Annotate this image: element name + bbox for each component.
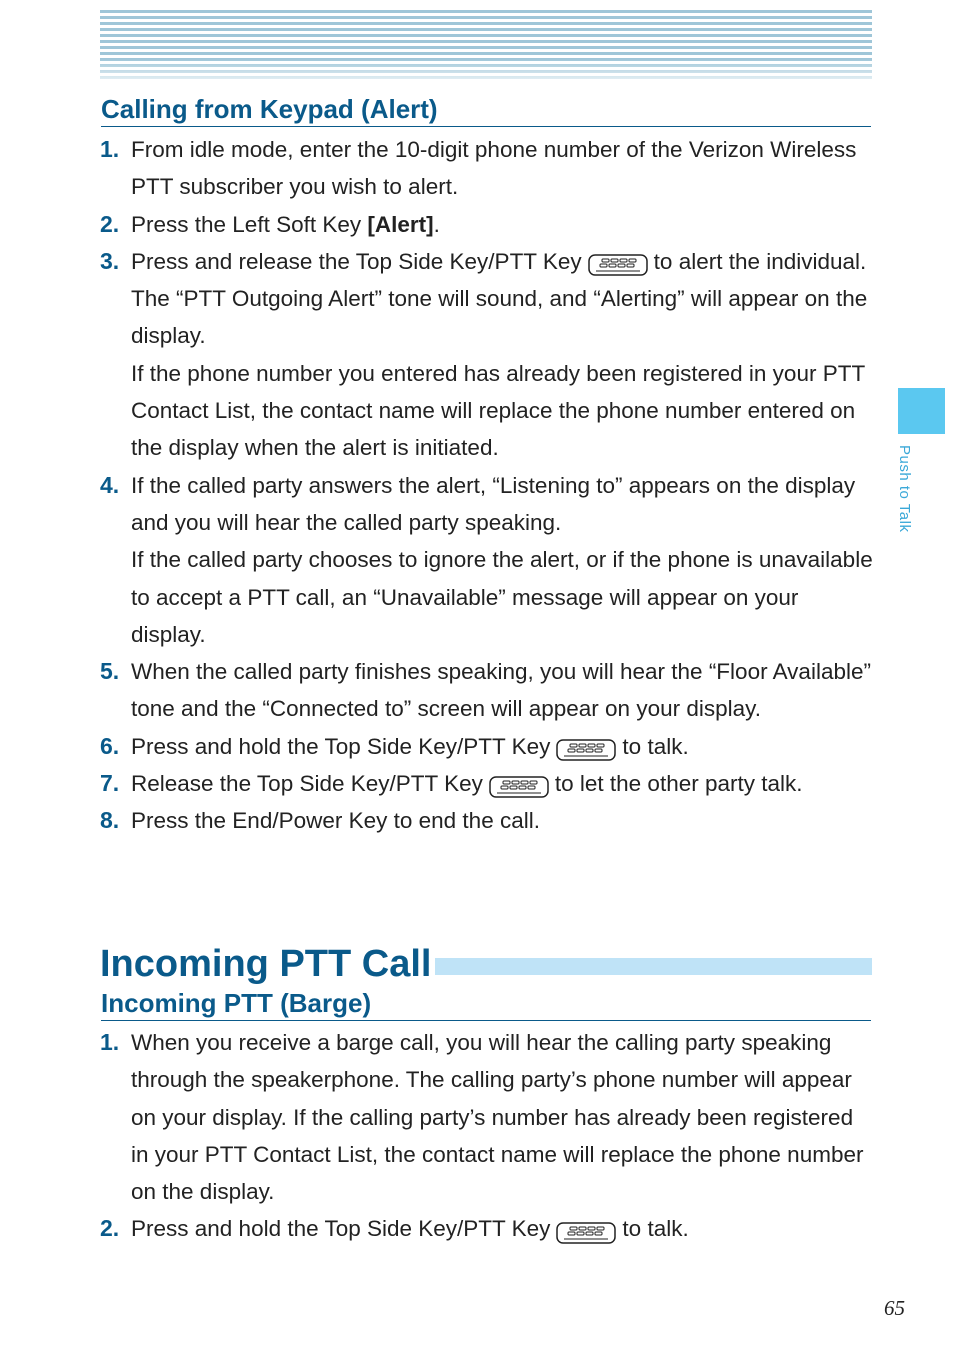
section-heading-calling-alert: Calling from Keypad (Alert) [101, 94, 871, 127]
step-number: 2. [100, 210, 120, 237]
step-number: 2. [100, 1215, 120, 1242]
step-number: 1. [100, 1029, 120, 1055]
step-text: When the called party finishes speaking, you will hear the “Floor Available” tone and the “Connected to” screen will appear on your display. [131, 659, 871, 722]
step-text [131, 728, 875, 765]
step-number: 3. [100, 247, 120, 274]
alert-softkey-label: [Alert] [367, 211, 434, 237]
step-number: 8. [100, 807, 120, 834]
header-stripe-banner [100, 10, 872, 80]
section-heading-barge: Incoming PTT (Barge) [101, 988, 871, 1021]
step-text-post: to talk. [622, 1216, 689, 1242]
step-text-post: . [433, 211, 440, 237]
ptt-key-icon [556, 735, 616, 757]
step-4 [100, 467, 875, 653]
page-title: Incoming PTT Call [100, 940, 435, 988]
chapter-tab [898, 388, 945, 434]
step-5 [100, 653, 875, 728]
step-text-pre: Press and hold the Top Side Key/PTT Key [131, 733, 551, 759]
step-number: 6. [100, 732, 120, 759]
step-number: 4. [100, 471, 120, 498]
main-heading-incoming-ptt [100, 940, 872, 988]
step-text [131, 1210, 875, 1247]
step-3 [100, 243, 875, 467]
step-7 [100, 765, 875, 802]
step-text [131, 206, 875, 243]
step-text: The “PTT Outgoing Alert” tone will sound, and “Alerting” will appear on the display. [131, 286, 868, 349]
step-text-post: to alert the individual. [653, 248, 867, 274]
step-text: If the called party answers the alert, “Listening to” appears on the display and you will hear the called party speaking. [131, 472, 856, 535]
step-number: 5. [100, 658, 120, 685]
step-text-pre: Release the Top Side Key/PTT Key [131, 771, 483, 797]
step-text-pre: Press the Left Soft Key [131, 211, 368, 237]
step-text-post: to let the other party talk. [554, 771, 803, 797]
step-8 [100, 802, 875, 839]
ptt-key-icon [556, 1218, 616, 1240]
step-text-pre: Press and hold the Top Side Key/PTT Key [131, 1216, 551, 1242]
step-text: When you receive a barge call, you will hear the calling party speaking through the speakerphone. The calling party’s phone number will appear on your display. If the calling party’s number has already been registered in your PTT Contact List, the contact name will replace the phone number on the display. [131, 1030, 864, 1205]
step-2 [100, 1210, 875, 1247]
step-text: If the called party chooses to ignore the alert, or if the phone is unavailable to accept a PTT call, an “Unavailable” message will appear on your display. [131, 547, 873, 647]
step-number: 1. [100, 136, 120, 162]
step-6 [100, 728, 875, 765]
step-text: Press the End/Power Key to end the call. [131, 808, 540, 834]
step-text [131, 243, 875, 280]
chapter-tab-label: Push to Talk [896, 445, 913, 533]
alert-steps-list [100, 131, 875, 840]
step-text: If the phone number you entered has already been registered in your PTT Contact List, the contact name will replace the phone number entered on the display when the alert is initiated. [131, 360, 865, 461]
step-text: From idle mode, enter the 10-digit phone number of the Verizon Wireless PTT subscriber you wish to alert. [131, 137, 857, 200]
step-1 [100, 1024, 875, 1210]
step-1 [100, 131, 875, 206]
step-number: 7. [100, 770, 120, 797]
step-2 [100, 206, 875, 243]
step-text-pre: Press and release the Top Side Key/PTT Key [131, 248, 582, 274]
ptt-key-icon [489, 772, 549, 794]
page-number: 65 [884, 1296, 905, 1320]
step-text [131, 765, 875, 802]
ptt-key-icon [588, 250, 648, 272]
barge-steps-list [100, 1024, 875, 1248]
step-text-post: to talk. [622, 733, 689, 759]
